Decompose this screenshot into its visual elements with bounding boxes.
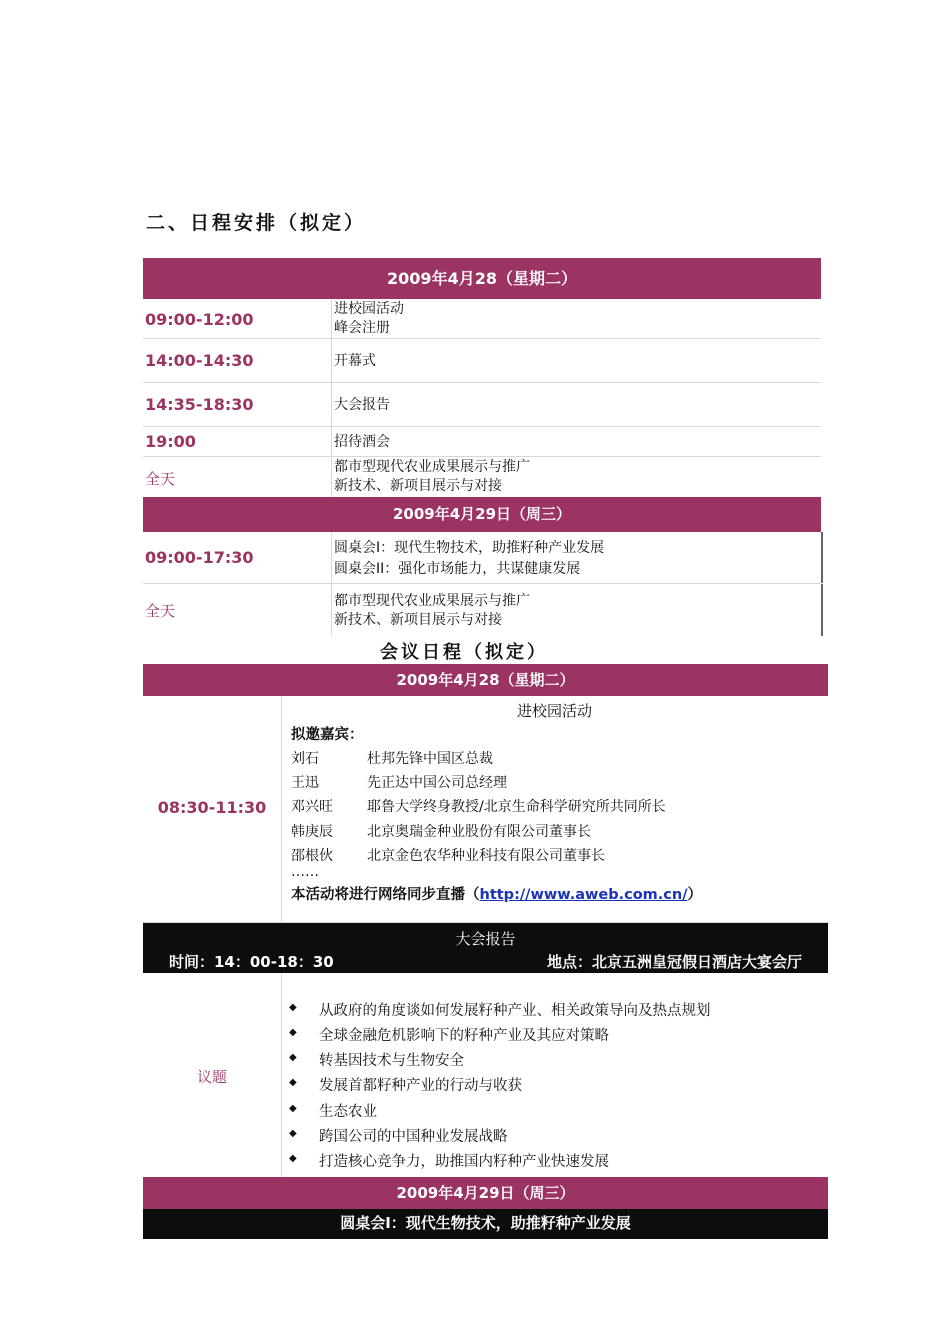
topics-block <box>143 973 828 1177</box>
desc-line: 开幕式 <box>334 353 376 369</box>
diamond-bullet-icon: ◆ <box>289 1128 297 1139</box>
guest-title: 耶鲁大学终身教授/北京生命科学研究所共同所长 <box>367 799 666 815</box>
agenda-title: 会议日程（拟定） <box>380 642 548 663</box>
desc-line: 新技术、新项目展示与对接 <box>334 478 502 494</box>
campus-block <box>143 696 828 923</box>
guest-title: 先正达中国公司总经理 <box>367 775 507 791</box>
schedule-row <box>143 457 821 497</box>
topic-text: 打造核心竞争力，助推国内籽种产业快速发展 <box>319 1154 609 1170</box>
diamond-bullet-icon: ◆ <box>289 1052 297 1063</box>
topic-item <box>289 1074 522 1095</box>
roundtable-header: 圆桌会I：现代生物技术，助推籽种产业发展 <box>143 1209 828 1239</box>
report-time: 时间：14：00-18：30 <box>169 953 334 971</box>
day1-header: 2009年4月28（星期二） <box>143 258 821 299</box>
schedule-desc <box>331 427 390 456</box>
guest-row <box>291 845 605 865</box>
schedule-desc <box>331 532 604 583</box>
guest-row <box>291 748 493 768</box>
live-link[interactable]: http://www.aweb.com.cn/ <box>479 887 688 903</box>
desc-line: 进校园活动 <box>334 301 404 317</box>
diamond-bullet-icon: ◆ <box>289 1027 297 1038</box>
guest-row <box>291 796 666 816</box>
topic-text: 从政府的角度谈如何发展籽种产业、相关政策导向及热点规划 <box>319 1003 711 1019</box>
schedule-time: 09:00-17:30 <box>145 548 254 567</box>
topic-text: 转基因技术与生物安全 <box>319 1053 464 1069</box>
guests-label: 拟邀嘉宾： <box>291 727 364 743</box>
campus-title: 进校园活动 <box>516 702 592 720</box>
schedule-time: 全天 <box>145 602 176 620</box>
guest-row <box>291 772 507 792</box>
schedule-desc <box>331 383 390 426</box>
report-venue: 地点：北京五洲皇冠假日酒店大宴会厅 <box>546 953 802 971</box>
table-border <box>821 584 823 636</box>
topics-label: 议题 <box>196 1068 227 1086</box>
guest-title: 北京金色农华种业科技有限公司董事长 <box>367 848 605 864</box>
topic-item <box>289 1049 464 1070</box>
guest-name: 王迅 <box>291 775 319 791</box>
live-close: ） <box>687 887 703 903</box>
schedule-row <box>143 584 821 636</box>
schedule-desc <box>331 339 376 382</box>
topic-item <box>289 1125 508 1146</box>
schedule-desc <box>331 299 404 338</box>
guest-name: 韩庚辰 <box>291 824 333 840</box>
topics-label-cell <box>143 973 282 1177</box>
section-heading: 二、日程安排（拟定） <box>146 212 367 234</box>
diamond-bullet-icon: ◆ <box>289 1002 297 1013</box>
table-border <box>821 532 823 583</box>
guest-row <box>291 821 591 841</box>
agenda-day2-header: 2009年4月29日（周三） <box>143 1177 828 1209</box>
guest-name: 刘石 <box>291 751 319 767</box>
topic-item <box>289 1024 609 1045</box>
topic-item <box>289 999 711 1020</box>
report-header <box>143 923 828 973</box>
diamond-bullet-icon: ◆ <box>289 1077 297 1088</box>
day2-header: 2009年4月29日（周三） <box>143 497 821 532</box>
desc-line: 新技术、新项目展示与对接 <box>334 612 502 628</box>
schedule-row <box>143 532 821 584</box>
guest-title: 北京奥瑞金种业股份有限公司董事长 <box>367 824 591 840</box>
guest-title: 杜邦先锋中国区总裁 <box>367 751 493 767</box>
desc-line: 大会报告 <box>334 397 390 413</box>
diamond-bullet-icon: ◆ <box>289 1103 297 1114</box>
schedule-time: 全天 <box>145 470 176 488</box>
diamond-bullet-icon: ◆ <box>289 1153 297 1164</box>
live-stream-note <box>291 883 702 904</box>
topic-item <box>289 1150 609 1171</box>
desc-line: 都市型现代农业成果展示与推广 <box>334 459 530 475</box>
desc-line: 峰会注册 <box>334 320 390 336</box>
desc-line: 都市型现代农业成果展示与推广 <box>334 593 530 609</box>
agenda-table <box>143 664 828 1239</box>
topic-item <box>289 1100 377 1121</box>
desc-line: 圆桌会II：强化市场能力，共谋健康发展 <box>334 561 581 577</box>
desc-line: 圆桌会I：现代生物技术，助推籽种产业发展 <box>334 540 605 556</box>
ellipsis: …… <box>291 864 319 880</box>
campus-time: 08:30-11:30 <box>157 798 267 817</box>
topic-text: 发展首都籽种产业的行动与收获 <box>319 1078 522 1094</box>
schedule-row <box>143 383 821 427</box>
schedule-desc <box>331 584 530 636</box>
topic-text: 跨国公司的中国种业发展战略 <box>319 1129 508 1145</box>
schedule-row <box>143 339 821 383</box>
desc-line: 招待酒会 <box>334 434 390 450</box>
campus-time-cell <box>143 696 282 922</box>
live-text: 本活动将进行网络同步直播（ <box>291 887 480 903</box>
schedule-time: 09:00-12:00 <box>145 310 254 329</box>
schedule-time: 14:35-18:30 <box>145 395 254 414</box>
topic-text: 全球金融危机影响下的籽种产业及其应对策略 <box>319 1028 609 1044</box>
agenda-day1-header: 2009年4月28（星期二） <box>143 664 828 696</box>
schedule-row <box>143 427 821 457</box>
topic-text: 生态农业 <box>319 1104 377 1120</box>
schedule-time: 19:00 <box>145 432 196 451</box>
schedule-time: 14:00-14:30 <box>145 351 254 370</box>
report-title: 大会报告 <box>455 930 516 948</box>
schedule-desc <box>331 457 530 497</box>
guest-name: 邓兴旺 <box>291 799 333 815</box>
schedule-table <box>143 258 821 636</box>
schedule-row <box>143 299 821 339</box>
guest-name: 邵根伙 <box>291 848 333 864</box>
